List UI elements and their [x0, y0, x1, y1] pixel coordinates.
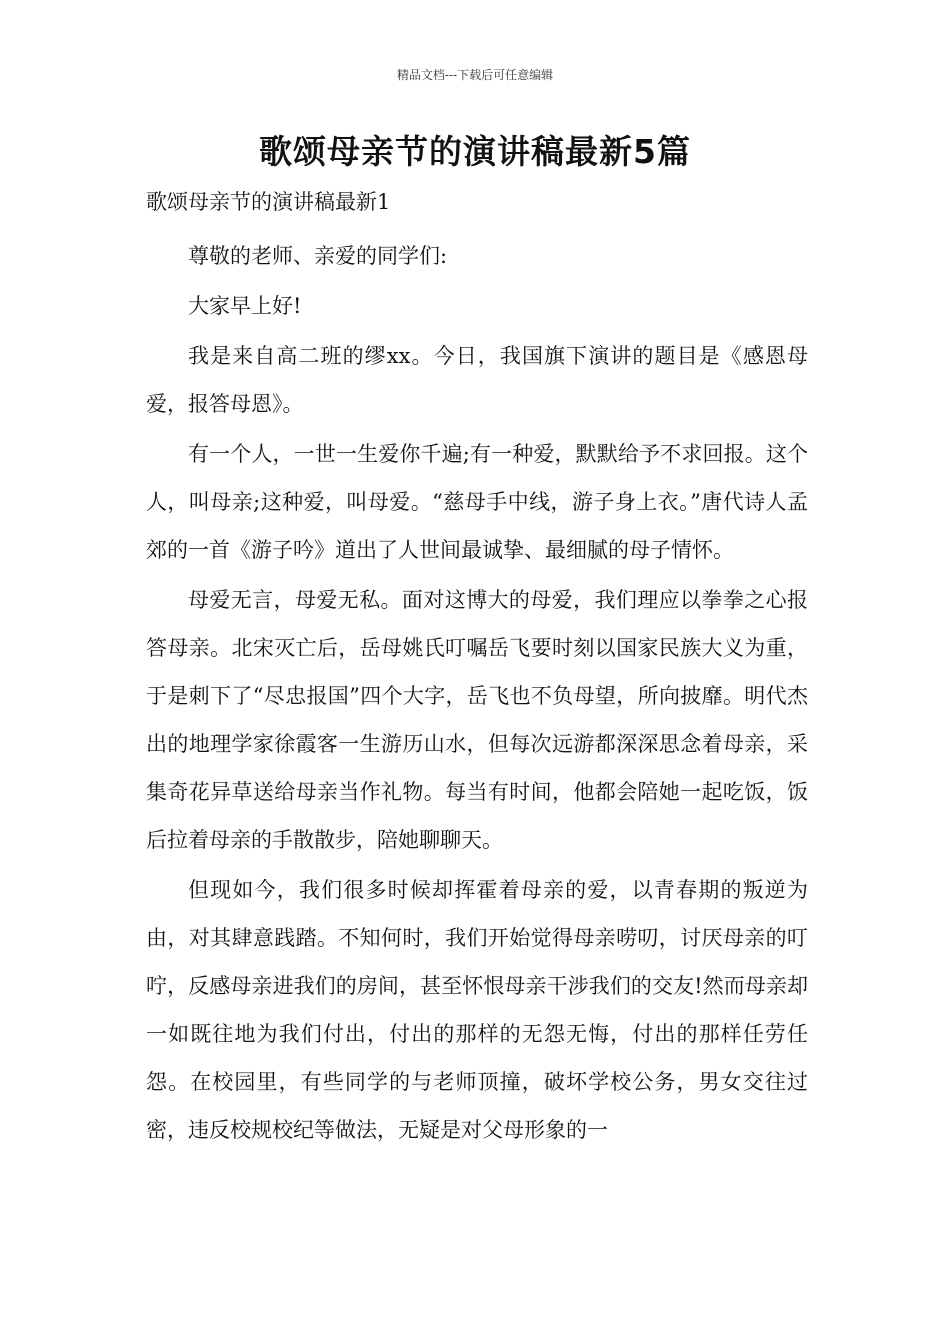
paragraph-historical-examples: 母爱无言，母爱无私。面对这博大的母爱，我们理应以拳拳之心报答母亲。北宋灭亡后，岳母姚氏叮嘱岳飞要时刻以国家民族大义为重，于是刺下了“尽忠报国”四个大字，岳飞也不负母望，所向披靡。明代杰出的地理学家徐霞客一生游历山水，但每次远游都深深思念着母亲，采集奇花异草送给母亲当作礼物。每当有时间，他都会陪她一起吃饭，饭后拉着母亲的手散散步，陪她聊聊天。: [146, 588, 808, 852]
paragraph-present-day: 但现如今，我们很多时候却挥霍着母亲的爱，以青春期的叛逆为由，对其肆意践踏。不知何时，我们开始觉得母亲唠叨，讨厌母亲的叮咛，反感母亲进我们的房间，甚至怀恨母亲干涉我们的交友!然而母亲却一如既往地为我们付出，付出的那样的无怨无悔，付出的那样任劳任怨。在校园里，有些同学的与老师顶撞，破坏学校公务，男女交往过密，违反校规校纪等做法，无疑是对父母形象的一: [146, 878, 808, 1142]
section-subtitle: 歌颂母亲节的演讲稿最新1: [146, 190, 391, 214]
paragraph-introduction: 我是来自高二班的缪xx。今日，我国旗下演讲的题目是《感恩母爱，报答母恩》。: [146, 344, 808, 416]
paragraph-good-morning: 大家早上好!: [188, 294, 302, 318]
paragraph-greeting: 尊敬的老师、亲爱的同学们:: [188, 244, 448, 268]
header-note: 精品文档---下载后可任意编辑: [396, 68, 554, 82]
document-body: [146, 232, 808, 1156]
document-title: 歌颂母亲节的演讲稿最新5篇: [259, 132, 691, 171]
paragraph-mother-love: 有一个人，一世一生爱你千遍;有一种爱，默默给予不求回报。这个人，叫母亲;这种爱，叫母爱。“慈母手中线，游子身上衣。”唐代诗人孟郊的一首《游子吟》道出了人世间最诚挚、最细腻的母子情怀。: [146, 442, 808, 562]
